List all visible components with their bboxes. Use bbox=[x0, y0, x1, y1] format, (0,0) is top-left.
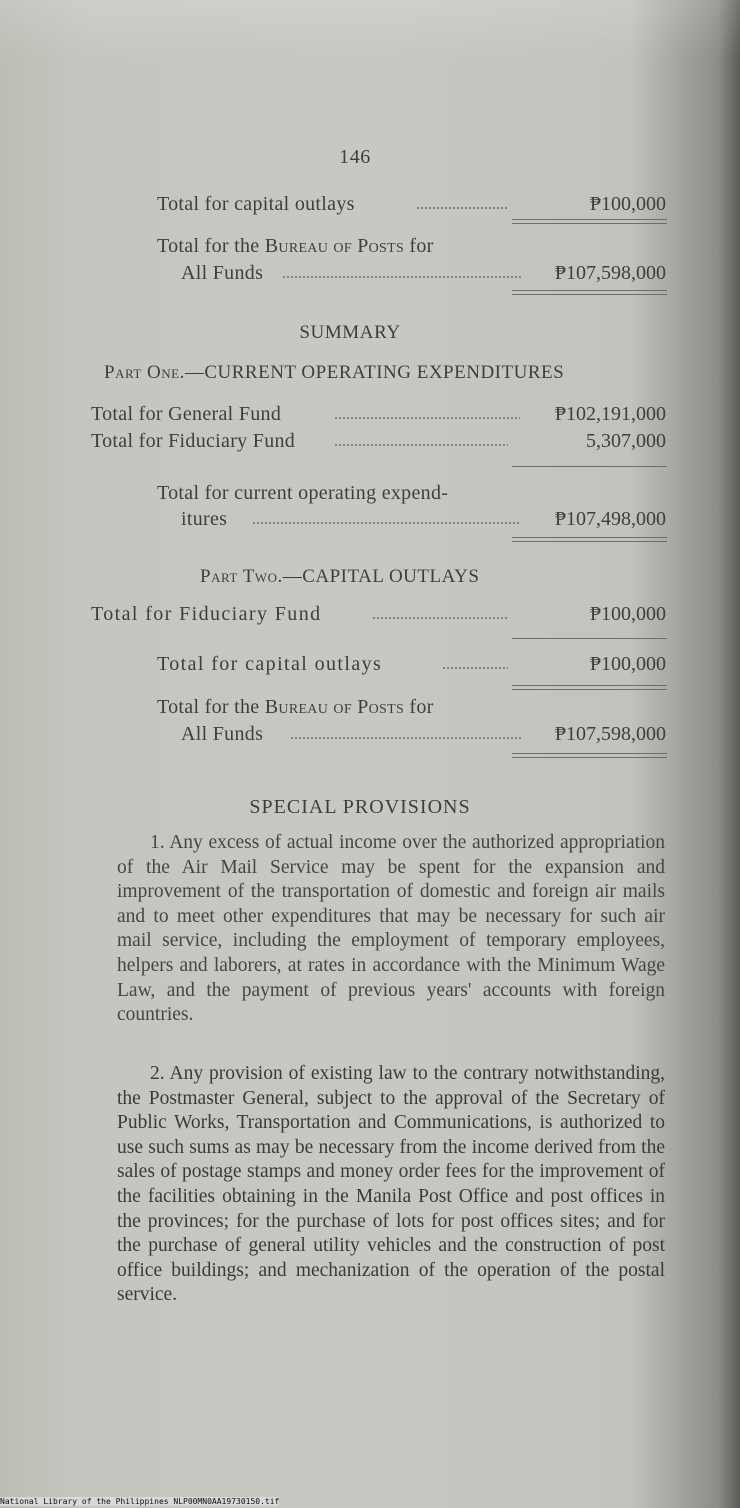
leader-dots bbox=[282, 276, 522, 278]
bureau-total-amount: ₱107,598,000 bbox=[554, 262, 666, 284]
part-one-heading: Part One.—CURRENT OPERATING EXPENDITURES bbox=[104, 362, 565, 383]
double-rule bbox=[512, 537, 667, 542]
double-rule bbox=[512, 219, 667, 224]
leader-dots bbox=[290, 737, 522, 739]
fiduciary-fund-amount: 5,307,000 bbox=[586, 430, 666, 452]
current-operating-amount: ₱107,498,000 bbox=[554, 508, 666, 530]
double-rule bbox=[512, 753, 667, 758]
current-operating-line2: itures bbox=[181, 508, 228, 530]
double-rule bbox=[512, 290, 667, 295]
capital-outlays-label: Total for capital outlays bbox=[157, 193, 355, 215]
provision-paragraph-1: 1. Any excess of actual income over the authorized appropriation of the Air Mail Service may be spent for the expansion and improvement of the transportation of domestic and foreign air mails and to meet other expenditures that may be necessary for such air mail service, including the employment of temporary employees, helpers and laborers, at rates in accordance with the Minimum Wage Law, and the payment of previous years' accounts with foreign countries. bbox=[117, 832, 665, 1026]
general-fund-amount: ₱102,191,000 bbox=[554, 403, 666, 425]
part-two-capital-label: Total for capital outlays bbox=[157, 653, 383, 675]
summary-heading: SUMMARY bbox=[299, 322, 401, 343]
current-operating-line1: Total for current operating expend- bbox=[157, 482, 449, 504]
bureau-total-line1: Total for the Bureau of Posts for bbox=[157, 235, 434, 257]
page-number: 146 bbox=[339, 146, 371, 168]
fiduciary-fund-label: Total for Fiduciary Fund bbox=[91, 430, 296, 452]
leader-dots bbox=[252, 522, 520, 524]
general-fund-label: Total for General Fund bbox=[91, 403, 282, 425]
leader-dots bbox=[372, 617, 508, 619]
double-rule bbox=[512, 685, 667, 690]
part-two-bureau-line1: Total for the Bureau of Posts for bbox=[157, 696, 434, 718]
single-rule bbox=[512, 638, 667, 639]
part-two-bureau-amount: ₱107,598,000 bbox=[554, 723, 666, 745]
leader-dots bbox=[334, 444, 508, 446]
special-provisions-heading: SPECIAL PROVISIONS bbox=[249, 796, 471, 818]
page-shading bbox=[0, 0, 740, 60]
leader-dots bbox=[416, 207, 508, 209]
part-two-fiduciary-label: Total for Fiduciary Fund bbox=[91, 603, 322, 625]
leader-dots bbox=[442, 667, 508, 669]
provision-paragraph-2: 2. Any provision of existing law to the contrary notwithstanding, the Postmaster General, subject to the approval of the Secretary of Public Works, Transportation and Communications, is authorized to use such sums as may be necessary from the income derived from the sales of postage stamps and money order fees for the improvement of the facilities obtaining in the Manila Post Office and post offices in the provinces; for the purchase of lots for post offices sites; and for the purchase of general utility vehicles and the construction of post office buildings; and mechanization of the operation of the postal service. bbox=[117, 1063, 665, 1306]
scan-footer: National Library of the Philippines NLP00MN0AA19730150.tif bbox=[0, 1497, 280, 1506]
part-two-bureau-line2: All Funds bbox=[181, 723, 264, 745]
part-two-heading: Part Two.—CAPITAL OUTLAYS bbox=[200, 566, 480, 587]
part-two-fiduciary-amount: ₱100,000 bbox=[589, 603, 666, 625]
part-two-capital-amount: ₱100,000 bbox=[589, 653, 666, 675]
single-rule bbox=[512, 466, 667, 467]
leader-dots bbox=[334, 417, 520, 419]
capital-outlays-amount: ₱100,000 bbox=[589, 193, 666, 215]
bureau-total-line2: All Funds bbox=[181, 262, 264, 284]
